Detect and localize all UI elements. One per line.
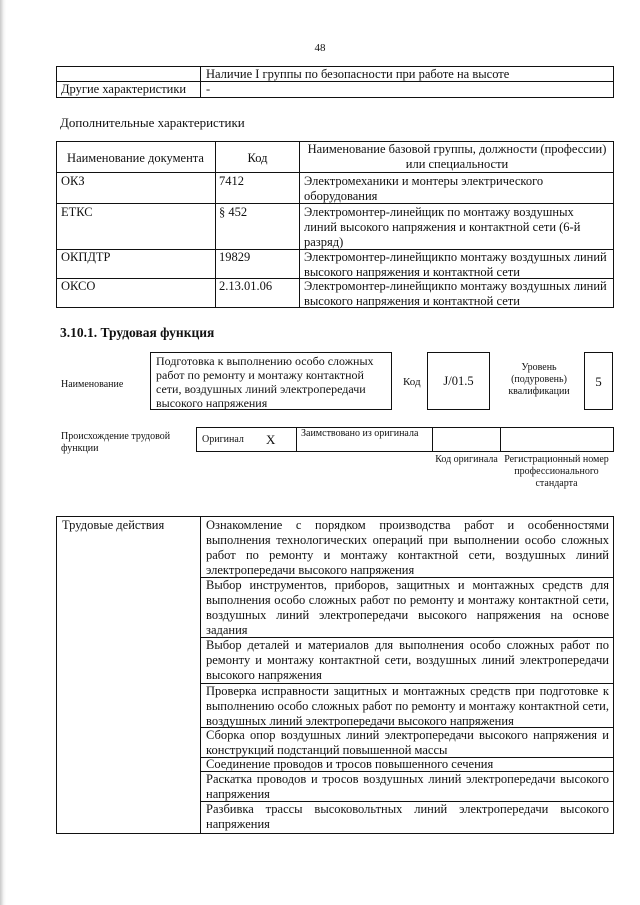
- code-label: Код: [403, 376, 421, 388]
- row-etks-doc: ЕТКС: [61, 205, 93, 219]
- row-okpdtr-doc: ОКПДТР: [61, 250, 111, 264]
- labor-action-item: Выбор инструментов, приборов, защитных и монтажных средств для выполнения особо сложных работ по ремонту и монтажу контактной сети, воздушных линий электропередачи высокого напряжения на основе задания: [206, 578, 609, 637]
- col-header-name: Наименование базовой группы, должности (профессии) или специальности: [307, 142, 607, 171]
- name-label: Наименование: [61, 379, 124, 390]
- row-okpdtr-name: Электромонтер-линейщикпо монтажу воздушных линий высокого напряжения и контактной сети: [304, 250, 607, 279]
- origin-label: Происхождение трудовой функции: [61, 431, 171, 454]
- row-etks-code: § 452: [219, 205, 248, 219]
- function-name: Подготовка к выполнению особо сложных работ по ремонту и монтажу контактной сети, воздушных линий электропередачи высокого напряжения: [156, 354, 374, 410]
- origin-original-mark: X: [266, 432, 276, 447]
- origin-original-label: Оригинал: [202, 434, 244, 445]
- labor-action-item: Соединение проводов и тросов повышенного сечения: [206, 757, 494, 771]
- row-okpdtr-code: 19829: [219, 250, 251, 264]
- function-level-box: [584, 352, 613, 410]
- labor-action-item: Ознакомление с порядком производства работ и особенностями выполнения технологических операций при выполнении особо сложных работ по ремонту и монтажу контактной сети, воздушных линий электропередачи высокого напряжения: [206, 518, 609, 577]
- row-etks-name: Электромонтер-линейщик по монтажу воздушных линий высокого напряжения и контактной сети (6-й разряд): [304, 205, 581, 249]
- labor-action-item: Разбивка трассы высоковольтных линий электропередачи высокого напряжения: [206, 802, 609, 831]
- origin-reg-caption: Регистрационный номер профессионального стандарта: [504, 454, 609, 489]
- row-okz-name: Электромеханики и монтеры электрического оборудования: [304, 174, 544, 203]
- top-table-dash: -: [206, 82, 211, 96]
- row-okz-code: 7412: [219, 174, 244, 188]
- row-okso-name: Электромонтер-линейщикпо монтажу воздушных линий высокого напряжения и контактной сети: [304, 279, 607, 308]
- scan-edge: [0, 0, 6, 905]
- col-header-document: Наименование документа: [67, 151, 204, 165]
- function-name-box: [150, 352, 392, 410]
- row-okz-doc: ОКЗ: [61, 174, 85, 188]
- labor-action-item: Проверка исправности защитных и монтажных средств при подготовке к выполнению особо сложных работ по ремонту и монтажу контактной сети, воздушных линий электропередачи высокого напряжения: [206, 684, 609, 728]
- level-label: Уровень (подуровень) квалификации: [508, 362, 570, 397]
- origin-code-caption: Код оригинала: [435, 454, 498, 465]
- function-title: 3.10.1. Трудовая функция: [60, 325, 215, 340]
- page-number: 48: [314, 42, 326, 54]
- row-okso-code: 2.13.01.06: [219, 279, 273, 293]
- top-table-requirement: Наличие I группы по безопасности при работе на высоте: [206, 67, 510, 81]
- labor-action-item: Сборка опор воздушных линий электропередачи высокого напряжения и конструкций подстанций повышенной массы: [206, 728, 609, 757]
- top-table-label: Другие характеристики: [61, 82, 187, 96]
- origin-borrowed-label: Заимствовано из оригинала: [301, 428, 419, 439]
- function-code: J/01.5: [443, 374, 474, 388]
- labor-action-item: Выбор деталей и материалов для выполнения особо сложных работ по ремонту и монтажу контактной сети, воздушных линий электропередачи высокого напряжения: [206, 638, 609, 682]
- labor-actions-label: Трудовые действия: [62, 518, 165, 532]
- col-header-code: Код: [247, 151, 268, 165]
- row-okso-doc: ОКСО: [61, 279, 96, 293]
- section-heading-additional: Дополнительные характеристики: [60, 115, 245, 130]
- function-level: 5: [595, 374, 602, 389]
- function-code-box: [427, 352, 490, 410]
- labor-action-item: Раскатка проводов и тросов воздушных линий электропередачи высокого напряжения: [206, 772, 609, 801]
